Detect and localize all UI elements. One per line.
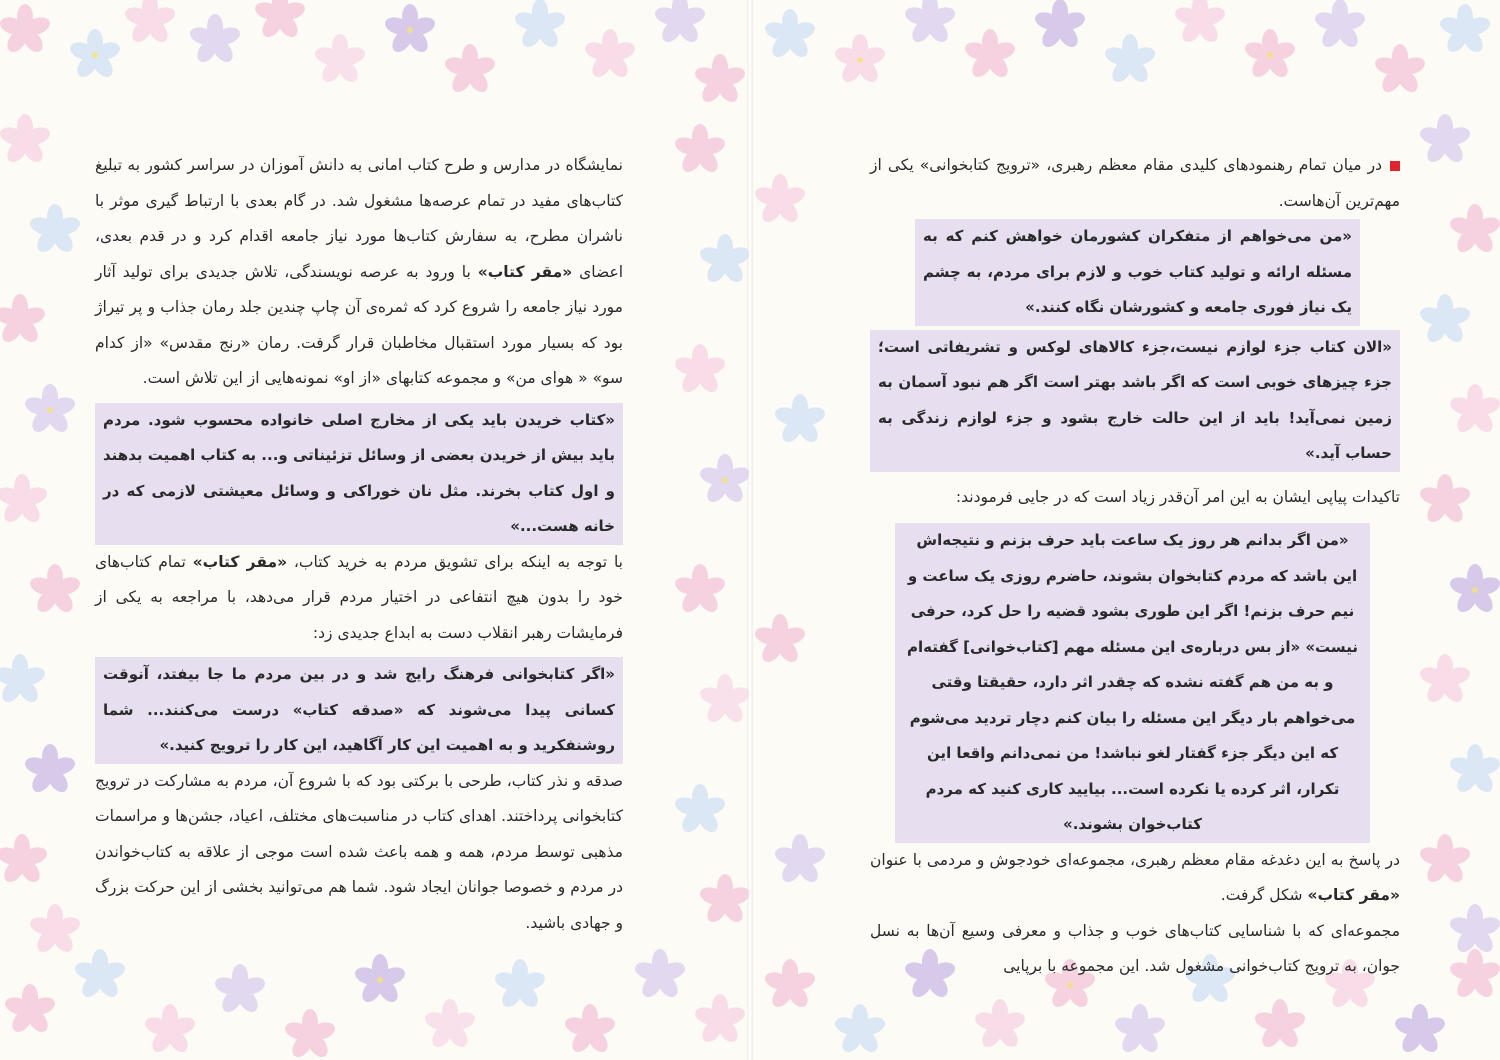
response-paragraph: در پاسخ به این دغدغه مقام معظم رهبری، مجموعه‌ای خودجوش و مردمی با عنوان «مقر کتاب» شکل گرفت. xyxy=(870,850,1400,904)
encouragement-paragraph: با توجه به اینکه برای تشویق مردم به خرید کتاب، «مقر کتاب» تمام کتاب‌های خود را بدون هیچ انتفاعی در اختیار مردم قرار می‌دهد، با مراجعه به یکی از فرمایشات رهبر انقلاب دست به ابداع جدیدی زد: xyxy=(95,552,623,642)
red-square-bullet-icon xyxy=(1390,161,1400,171)
charity-paragraph: صدقه و نذر کتاب، طرحی با برکتی بود که با شروع آن، مردم به مشارکت در ترویج کتابخوانی پرداختند. اهدای کتاب در مناسبت‌های مختلف، اعیاد، جشن‌ها و مراسمات مذهبی توسط مردم، همه و همه باعث شده است موجی از علاقه به کتاب‌خواندن در مردم و خصوصا جوانان ایجاد شود. شما هم می‌توانید بخشی از این حرکت بزرگ و جهادی باشید. xyxy=(95,771,623,932)
collection-paragraph: مجموعه‌ای که با شناسایی کتاب‌های خوب و جذاب و معرفی وسیع آن‌ها به نسل جوان، به ترویج کتاب‌خوانی مشغول شد. این مجموعه با برپایی xyxy=(870,921,1400,975)
quote-box-5: «اگر کتابخوانی فرهنگ رایج شد و در بین مردم ما جا بیفتد، آنوقت کسانی پیدا می‌شوند که «صدقه کتاب» درست می‌کنند... شما روشنفکرید و به اهمیت این کار آگاهید، این کار را ترویج کنید.» xyxy=(95,657,623,764)
page-fold xyxy=(747,0,753,1060)
exhibition-paragraph: نمایشگاه در مدارس و طرح کتاب امانی به دانش آموزان در سراسر کشور به تبلیغ کتاب‌های مفید در تمام عرصه‌ها مشغول شد. در گام بعدی با ارتباط گیری موثر با ناشران مطرح، به سفارش کتاب‌ها مورد نیاز جامعه اقدام کرد و در قدم بعدی، اعضای «مقر کتاب» با ورود به عرصه نویسندگی، تلاش جدیدی برای تولید آثار مورد نیاز جامعه را شروع کرد که ثمره‌ی آن چاپ چندین جلد رمان جذاب و پر تیراژ بود که بسیار مورد استقبال مخاطبان قرار گرفت. رمان «رنج مقدس» «از کدام سو» « هوای من» و مجموعه کتابهای «از او» نمونه‌هایی از این تلاش است. xyxy=(95,156,624,387)
maqar-ketab-name: «مقر کتاب» xyxy=(1307,886,1400,904)
quote-box-3: «من اگر بدانم هر روز یک ساعت باید حرف بزنم و نتیجه‌اش این باشد که مردم کتابخوان بشوند، حاضرم روزی یک ساعت و نیم حرف بزنم! اگر این طوری بشود قضیه را حل کرد، حرفی نیست» «از بس درباره‌ی این مسئله مهم [کتاب‌خوانی] گفته‌ام و به من هم گفته نشده که چقدر اثر دارد، حقیقتا وقتی می‌خواهم بار دیگر این مسئله را بیان کنم دچار تردید می‌شوم که این دیگر جزء گفتار لغو نباشد! من نمی‌دانم واقعا این تکرار، اثر کرده یا نکرده است... بیایید کاری کنید که مردم کتاب‌خوان بشوند.» xyxy=(895,523,1370,843)
intro-paragraph: در میان تمام رهنمودهای کلیدی مقام معظم رهبری، «ترویج کتابخوانی» یکی از مهم‌ترین آن‌هاست. xyxy=(870,156,1400,210)
quote-box-1: «من می‌خواهم از متفکران کشورمان خواهش کنم که به مسئله ارائه و تولید کتاب خوب و لازم برای مردم، به چشم یک نیاز فوری جامعه و کشورشان نگاه کنند.» xyxy=(915,219,1360,326)
left-page xyxy=(95,148,623,941)
quote-box-2: «الان کتاب جزء لوازم نیست،جزء کالاهای لوکس و تشریفاتی است؛ جزء چیزهای خوبی است که اگر باشد بهتر است اگر هم نبود آسمان به زمین نمی‌آید! باید از این حالت خارج بشود و جزء لوازم زندگی به حساب آید.» xyxy=(870,330,1400,472)
maqar-ketab-name: «مقر کتاب» xyxy=(192,552,288,571)
right-page xyxy=(870,148,1400,985)
transition-paragraph: تاکیدات پیاپی ایشان به این امر آن‌قدر زیاد است که در جایی فرمودند: xyxy=(955,487,1400,506)
quote-box-4: «کتاب خریدن باید یکی از مخارج اصلی خانواده محسوب شود. مردم باید بیش از خریدن بعضی از وسائل تزئیناتی و... به کتاب اهمیت بدهند و اول کتاب بخرند. مثل نان خوراکی و وسائل معیشتی لازمی که در خانه هست...» xyxy=(95,403,623,545)
maqar-ketab-name: «مقر کتاب» xyxy=(477,262,573,281)
